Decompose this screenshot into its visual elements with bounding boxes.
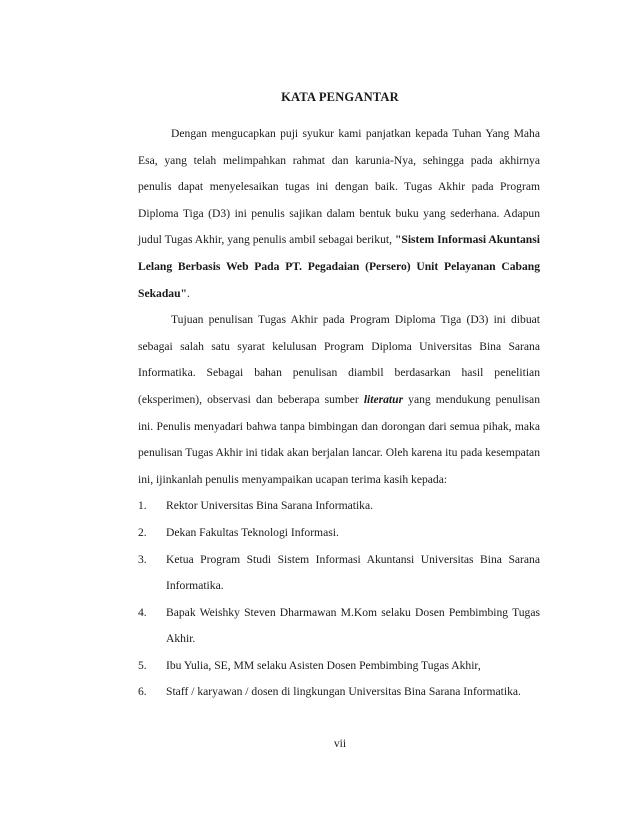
- page-number: vii: [333, 737, 347, 750]
- list-item-text: Ketua Program Studi Sistem Informasi Akuntansi Universitas Bina Sarana Informatika.: [166, 552, 540, 593]
- list-item-number: 4.: [138, 605, 147, 619]
- list-item-text: Staff / karyawan / dosen di lingkungan Universitas Bina Sarana Informatika.: [166, 685, 521, 699]
- list-item: [138, 679, 540, 706]
- list-item-number: 2.: [138, 525, 147, 539]
- paragraph-intro: [138, 121, 540, 307]
- document-body: [138, 121, 540, 706]
- list-item-text: Rektor Universitas Bina Sarana Informatika.: [166, 499, 374, 513]
- paragraph-intro-text: Dengan mengucapkan puji syukur kami panjatkan kepada Tuhan Yang Maha Esa, yang telah melimpahkan rahmat dan karunia-Nya, sehingga pada akhirnya penulis dapat menyelesaikan tugas ini dengan baik. Tugas Akhir pada Program Diploma Tiga (D3) ini penulis sajikan dalam bentuk buku yang sederhana. Adapun judul Tugas Akhir, yang penulis ambil sebagai berikut,: [138, 127, 540, 247]
- literature-emphasis: literatur: [363, 392, 404, 406]
- list-item-number: 3.: [138, 552, 147, 566]
- list-item-number: 6.: [138, 685, 147, 699]
- paragraph-purpose-rest: yang mendukung penulisan ini. Penulis menyadari bahwa tanpa bimbingan dan dorongan dari semua pihak, maka penulisan Tugas Akhir ini tidak akan berjalan lancar. Oleh karena itu pada kesempatan ini, ijinkanlah penulis menyampaikan ucapan terima kasih kepada:: [138, 392, 540, 486]
- list-item: [138, 653, 540, 680]
- list-item: [138, 547, 540, 600]
- list-item-number: 1.: [138, 499, 147, 513]
- list-item-text: Dekan Fakultas Teknologi Informasi.: [166, 525, 339, 539]
- list-item: [138, 493, 540, 520]
- list-item-text: Ibu Yulia, SE, MM selaku Asisten Dosen Pembimbing Tugas Akhir,: [166, 658, 481, 672]
- list-item-text: Bapak Weishky Steven Dharmawan M.Kom selaku Dosen Pembimbing Tugas Akhir.: [166, 605, 540, 646]
- thesis-title: "Sistem Informasi Akuntansi Lelang Berbasis Web Pada PT. Pegadaian (Persero) Unit Pelayanan Cabang Sekadau": [138, 233, 540, 300]
- list-item: [138, 520, 540, 547]
- acknowledgement-list: [138, 493, 540, 706]
- list-item-number: 5.: [138, 658, 147, 672]
- paragraph-purpose-text: Tujuan penulisan Tugas Akhir pada Program Diploma Tiga (D3) ini dibuat sebagai salah satu syarat kelulusan Program Diploma Universitas Bina Sarana Informatika. Sebagai bahan penulisan diambil berdasarkan hasil penelitian (eksperimen), observasi dan beberapa sumber: [138, 313, 540, 406]
- list-item: [138, 600, 540, 653]
- paragraph-purpose: [138, 307, 540, 493]
- paragraph-intro-end: .: [186, 286, 190, 300]
- page-title: KATA PENGANTAR: [281, 90, 399, 104]
